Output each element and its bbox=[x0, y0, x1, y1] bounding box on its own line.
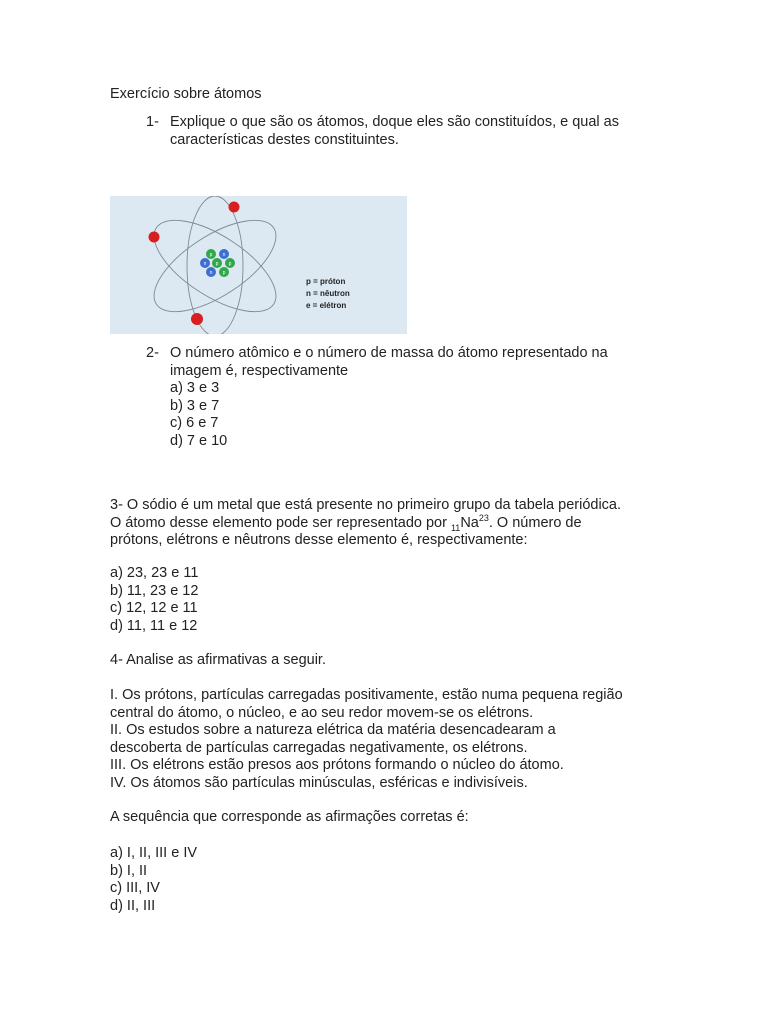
question-3-options bbox=[110, 565, 670, 635]
element-symbol: Na bbox=[460, 514, 479, 531]
neutron-label: n bbox=[222, 252, 226, 258]
question-4-statements bbox=[110, 687, 670, 792]
neutron-label: n bbox=[209, 270, 213, 276]
atomic-number: 11 bbox=[450, 522, 461, 533]
legend-neutron: n = nêutron bbox=[306, 289, 350, 298]
question-3 bbox=[110, 497, 670, 550]
question-3-text: O átomo desse elemento pode ser representado por bbox=[110, 514, 451, 531]
question-1-number: 1- bbox=[146, 114, 159, 130]
option-a[interactable]: a) 3 e 3 bbox=[170, 380, 220, 396]
option-c[interactable]: c) 6 e 7 bbox=[170, 415, 219, 431]
option-d[interactable]: d) 11, 11 e 12 bbox=[110, 617, 198, 634]
neutron-label: n bbox=[203, 261, 207, 267]
option-c[interactable]: c) III, IV bbox=[110, 880, 160, 896]
statement-line: IV. Os átomos são partículas minúsculas, esféricas e indivisíveis. bbox=[110, 774, 528, 791]
statement-line: I. Os prótons, partículas carregadas positivamente, estão numa pequena região bbox=[110, 687, 623, 703]
proton-label: p bbox=[215, 261, 219, 267]
question-1-line: Explique o que são os átomos, doque eles são constituídos, e qual as bbox=[170, 114, 619, 130]
proton-label: p bbox=[228, 261, 232, 267]
question-3-text: . O número de bbox=[488, 514, 582, 531]
statement-line: descoberta de partículas carregadas negativamente, os elétrons. bbox=[110, 739, 528, 756]
option-b[interactable]: b) 3 e 7 bbox=[170, 397, 220, 414]
question-4-options bbox=[110, 845, 670, 915]
electron bbox=[191, 313, 203, 325]
legend bbox=[306, 277, 350, 310]
question-4-prompt: A sequência que corresponde as afirmações corretas é: bbox=[110, 809, 469, 825]
option-a[interactable]: a) I, II, III e IV bbox=[110, 845, 198, 861]
option-d[interactable]: d) 7 e 10 bbox=[170, 432, 228, 449]
statement-line: central do átomo, o núcleo, e ao seu redor movem-se os elétrons. bbox=[110, 704, 534, 721]
option-a[interactable]: a) 23, 23 e 11 bbox=[110, 565, 199, 581]
question-4-intro: 4- Analise as afirmativas a seguir. bbox=[110, 652, 326, 668]
electron bbox=[229, 202, 240, 213]
question-2-line: imagem é, respectivamente bbox=[170, 362, 349, 379]
question-1-text bbox=[170, 114, 690, 149]
question-1 bbox=[146, 114, 619, 148]
statement-line: II. Os estudos sobre a natureza elétrica da matéria desencadearam a bbox=[110, 722, 556, 738]
question-1-line: características destes constituintes. bbox=[170, 131, 399, 148]
legend-electron: e = elétron bbox=[306, 301, 347, 310]
option-c[interactable]: c) 12, 12 e 11 bbox=[110, 600, 198, 616]
question-3-line: 3- O sódio é um metal que está presente no primeiro grupo da tabela periódica. bbox=[110, 497, 622, 513]
proton-label: p bbox=[222, 270, 226, 276]
question-3-line bbox=[110, 512, 670, 533]
question-2-text bbox=[170, 345, 690, 450]
statement-line: III. Os elétrons estão presos aos prótons formando o núcleo do átomo. bbox=[110, 757, 564, 773]
legend-proton: p = próton bbox=[306, 277, 346, 286]
electron bbox=[149, 232, 160, 243]
question-2 bbox=[146, 345, 608, 449]
atom-diagram bbox=[110, 196, 407, 334]
proton-label: p bbox=[209, 252, 213, 258]
mass-number: 23 bbox=[478, 512, 489, 523]
option-d[interactable]: d) II, III bbox=[110, 897, 156, 914]
atom-figure bbox=[110, 196, 407, 334]
page-title: Exercício sobre átomos bbox=[110, 86, 262, 102]
question-2-line: O número atômico e o número de massa do átomo representado na bbox=[170, 345, 608, 361]
question-2-number: 2- bbox=[146, 345, 159, 361]
option-b[interactable]: b) I, II bbox=[110, 862, 148, 879]
question-3-line: prótons, elétrons e nêutrons desse elemento é, respectivamente: bbox=[110, 532, 528, 548]
option-b[interactable]: b) 11, 23 e 12 bbox=[110, 582, 199, 599]
